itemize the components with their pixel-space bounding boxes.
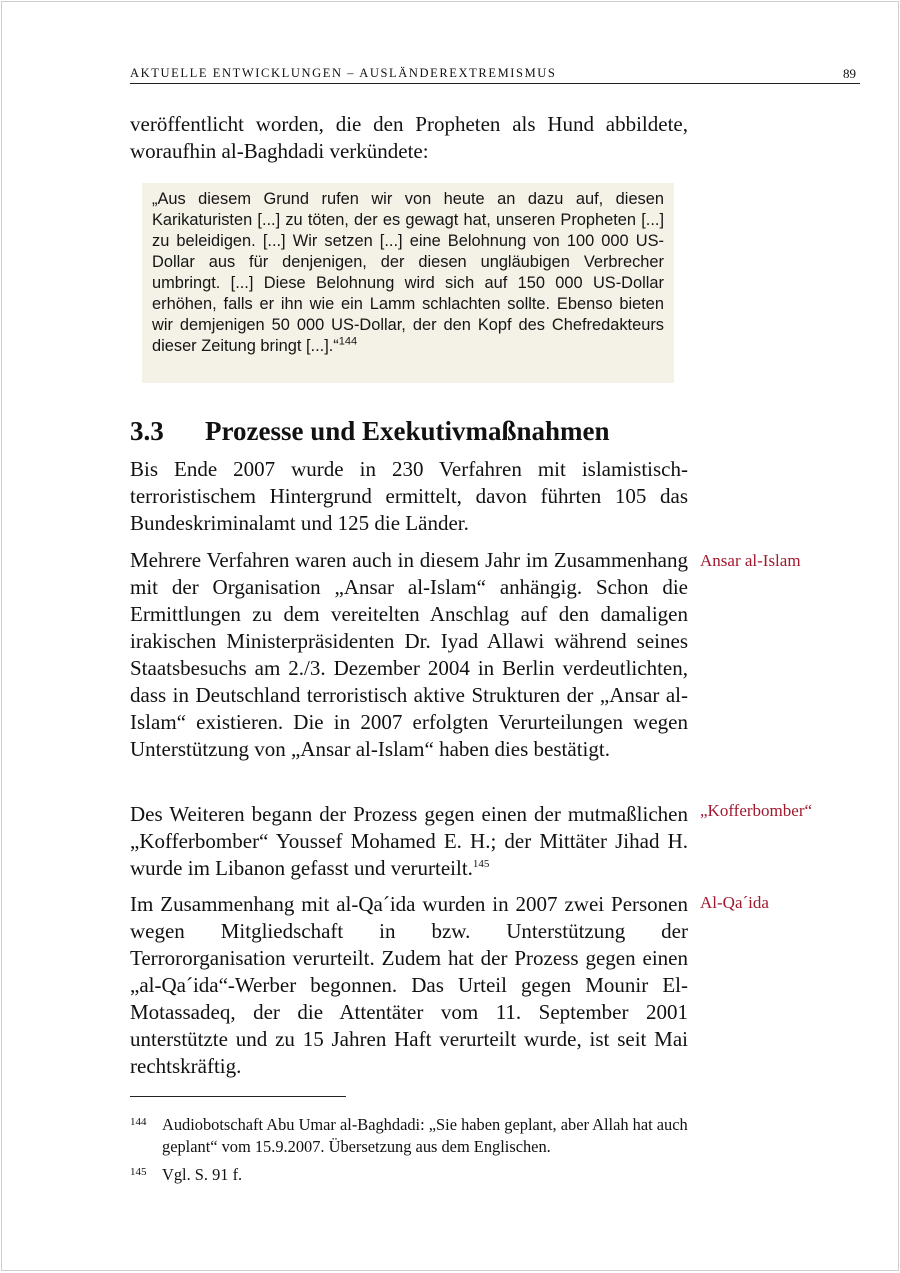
footnote-divider (130, 1096, 346, 1097)
footnote-number: 144 (130, 1116, 147, 1128)
footnote-ref-145[interactable]: 145 (472, 858, 490, 870)
paragraph-kofferbomber-text: Des Weiteren begann der Prozess gegen einen der mutmaßlichen „Kofferbomber“ Youssef Mohamed E. H.; der Mittäter Jihad H. wurde im Libanon gefasst und verurteilt. (130, 802, 688, 880)
footnote-144 (130, 1114, 690, 1158)
margin-note-kofferbomber: „Kofferbomber“ (700, 801, 813, 820)
section-title: Prozesse und Exekutivmaßnahmen (205, 416, 610, 446)
quote-block (142, 183, 674, 383)
section-heading (130, 414, 610, 448)
margin-note-al-qaida: Al-Qa´ida (700, 893, 769, 912)
running-title: AKTUELLE ENTWICKLUNGEN – AUSLÄNDEREXTREMISMUS (130, 66, 557, 80)
margin-note-ansar-al-islam: Ansar al-Islam (700, 551, 801, 570)
paragraph-procedures: Bis Ende 2007 wurde in 230 Verfahren mit islamistisch-terroristischem Hintergrund ermittelt, davon führten 105 das Bundeskriminalamt und 125 die Länder. (130, 457, 688, 535)
quote-text: „Aus diesem Grund rufen wir von heute an dazu auf, diesen Karikaturisten [...] zu töten, der es gewagt hat, unseren Propheten [...] zu beleidigen. [...] Wir setzen [...] eine Belohnung von 100 000 US-Dollar aus für denjenigen, der diesen ungläubigen Verbrecher umbringt. [...] Diese Belohnung wird sich auf 150 000 US-Dollar erhöhen, falls er ihn wie ein Lamm schlachten sollte. Ebenso bieten wir demjenigen 50 000 US-Dollar, der den Kopf des Chefredakteurs dieser Zeitung bringt [...].“ (152, 190, 664, 355)
paragraph-al-qaida: Im Zusammenhang mit al-Qa´ida wurden in 2007 zwei Personen wegen Mitgliedschaft in bzw. Unterstützung der Terrororganisation verurteilt. Zudem hat der Prozess gegen einen „al-Qa´ida“-Werber begonnen. Das Urteil gegen Mounir El-Motassadeq, der die Attentäter vom 11. September 2001 unterstützte und zu 15 Jahren Haft verurteilt wurde, ist seit Mai rechtskräftig. (130, 892, 688, 1078)
paragraph-ansar-al-islam: Mehrere Verfahren waren auch in diesem Jahr im Zusammenhang mit der Organisation „Ansar al-Islam“ anhängig. Schon die Ermittlungen zu dem vereitelten Anschlag auf den damaligen irakischen Ministerpräsidenten Dr. Iyad Allawi während seines Staatsbesuchs am 2./3. Dezember 2004 in Berlin verdeutlichten, dass in Deutschland terroristisch aktive Strukturen der „Ansar al-Islam“ existieren. Die in 2007 erfolgten Verurteilungen wegen Unterstützung von „Ansar al-Islam“ haben dies bestätigt. (130, 548, 688, 761)
document-page (1, 1, 899, 1271)
footnote-number: 145 (130, 1166, 147, 1178)
footnote-text: Audiobotschaft Abu Umar al-Baghdadi: „Sie haben geplant, aber Allah hat auch geplant“ vom 15.9.2007. Übersetzung aus dem Englischen. (162, 1115, 688, 1156)
page-number: 89 (843, 66, 856, 81)
section-number: 3.3 (130, 416, 164, 446)
running-header (130, 66, 860, 84)
footnote-text: Vgl. S. 91 f. (162, 1165, 243, 1184)
footnote-145 (130, 1164, 690, 1186)
footnote-ref-144[interactable]: 144 (338, 335, 358, 348)
paragraph-kofferbomber (130, 801, 688, 882)
intro-paragraph: veröffentlicht worden, die den Propheten als Hund abbildete, woraufhin al-Baghdadi verkündete: (130, 112, 688, 163)
